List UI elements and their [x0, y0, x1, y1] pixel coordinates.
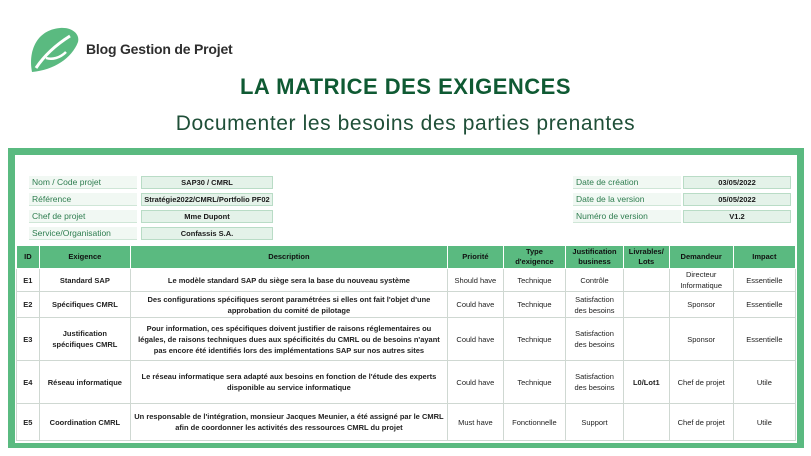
brand-name: Blog Gestion de Projet	[86, 41, 233, 57]
cell-description: Le réseau informatique sera adapté aux besoins en fonction de l'étude des experts disponible au service informatique	[130, 361, 447, 404]
cell-exigence: Réseau informatique	[39, 361, 130, 404]
table-row	[17, 318, 796, 361]
table-row	[17, 269, 796, 292]
page-title: LA MATRICE DES EXIGENCES	[239, 74, 572, 99]
header-impact: Impact	[733, 246, 795, 269]
cell-id: E2	[17, 292, 40, 318]
cell-impact: Essentielle	[733, 318, 795, 361]
cell-priorite: Must have	[447, 404, 503, 441]
project-name-label: Nom / Code projet	[29, 176, 137, 189]
project-info	[15, 163, 797, 243]
project-name-value: SAP30 / CMRL	[141, 176, 273, 189]
cell-livrables	[624, 318, 670, 361]
header-justification: Justification business	[566, 246, 624, 269]
project-manager-value: Mme Dupont	[141, 210, 273, 223]
cell-exigence: Spécifiques CMRL	[39, 292, 130, 318]
cell-priorite: Could have	[447, 292, 503, 318]
leaf-logo-icon	[26, 24, 82, 76]
cell-type: Technique	[503, 361, 565, 404]
requirements-table	[16, 245, 796, 441]
cell-type: Technique	[503, 269, 565, 292]
cell-justification: Satisfaction des besoins	[566, 292, 624, 318]
cell-type: Technique	[503, 292, 565, 318]
cell-type: Fonctionnelle	[503, 404, 565, 441]
table-row	[17, 292, 796, 318]
table-row	[17, 361, 796, 404]
table-header-row	[17, 246, 796, 269]
table-row	[17, 404, 796, 441]
cell-priorite: Should have	[447, 269, 503, 292]
cell-exigence: Justification spécifiques CMRL	[39, 318, 130, 361]
cell-justification: Contrôle	[566, 269, 624, 292]
cell-exigence: Standard SAP	[39, 269, 130, 292]
cell-livrables	[624, 269, 670, 292]
creation-date-label: Date de création	[573, 176, 681, 189]
cell-exigence: Coordination CMRL	[39, 404, 130, 441]
cell-demandeur: Chef de projet	[669, 361, 733, 404]
cell-livrables	[624, 292, 670, 318]
blog-logo[interactable]	[26, 24, 276, 76]
version-number-value: V1.2	[683, 210, 791, 223]
cell-demandeur: Sponsor	[669, 292, 733, 318]
service-label: Service/Organisation	[29, 227, 137, 240]
cell-impact: Essentielle	[733, 269, 795, 292]
cell-id: E3	[17, 318, 40, 361]
cell-impact: Utile	[733, 404, 795, 441]
cell-description: Un responsable de l'intégration, monsieur Jacques Meunier, a été assigné par le CMRL afin de coordonner les activités des ressources CMRL du projet	[130, 404, 447, 441]
cell-impact: Essentielle	[733, 292, 795, 318]
cell-description: Le modèle standard SAP du siège sera la base du nouveau système	[130, 269, 447, 292]
requirements-sheet	[15, 155, 797, 443]
cell-impact: Utile	[733, 361, 795, 404]
header-id: ID	[17, 246, 40, 269]
reference-label: Référence	[29, 193, 137, 206]
service-value: Confassis S.A.	[141, 227, 273, 240]
header-description: Description	[130, 246, 447, 269]
cell-demandeur: Sponsor	[669, 318, 733, 361]
cell-id: E4	[17, 361, 40, 404]
reference-value: Stratégie2022/CMRL/Portfolio PF02	[141, 193, 273, 206]
header-demandeur: Demandeur	[669, 246, 733, 269]
header-priorite: Priorité	[447, 246, 503, 269]
cell-id: E5	[17, 404, 40, 441]
cell-id: E1	[17, 269, 40, 292]
cell-justification: Satisfaction des besoins	[566, 361, 624, 404]
project-manager-label: Chef de projet	[29, 210, 137, 223]
cell-justification: Support	[566, 404, 624, 441]
cell-description: Pour information, ces spécifiques doivent justifier de raisons réglementaires ou légales, de raisons techniques dues aux spécificités du CMRL ou de besoins n'ayant pas encore été identifiés lors des implémentations SAP sur nos autres sites	[130, 318, 447, 361]
header-type: Type d'exigence	[503, 246, 565, 269]
cell-livrables	[624, 404, 670, 441]
matrix-frame	[8, 148, 804, 448]
page-subtitle: Documenter les besoins des parties prenantes	[175, 112, 636, 135]
header-livrables: Livrables/ Lots	[624, 246, 670, 269]
cell-type: Technique	[503, 318, 565, 361]
cell-demandeur: Chef de projet	[669, 404, 733, 441]
version-date-label: Date de la version	[573, 193, 681, 206]
header-exigence: Exigence	[39, 246, 130, 269]
version-date-value: 05/05/2022	[683, 193, 791, 206]
cell-demandeur: Directeur Informatique	[669, 269, 733, 292]
cell-description: Des configurations spécifiques seront paramétrées si elles ont fait l'objet d'une approbation du comité de pilotage	[130, 292, 447, 318]
cell-justification: Satisfaction des besoins	[566, 318, 624, 361]
cell-priorite: Could have	[447, 318, 503, 361]
cell-priorite: Could have	[447, 361, 503, 404]
cell-livrables: L0/Lot1	[624, 361, 670, 404]
version-number-label: Numéro de version	[573, 210, 681, 223]
creation-date-value: 03/05/2022	[683, 176, 791, 189]
